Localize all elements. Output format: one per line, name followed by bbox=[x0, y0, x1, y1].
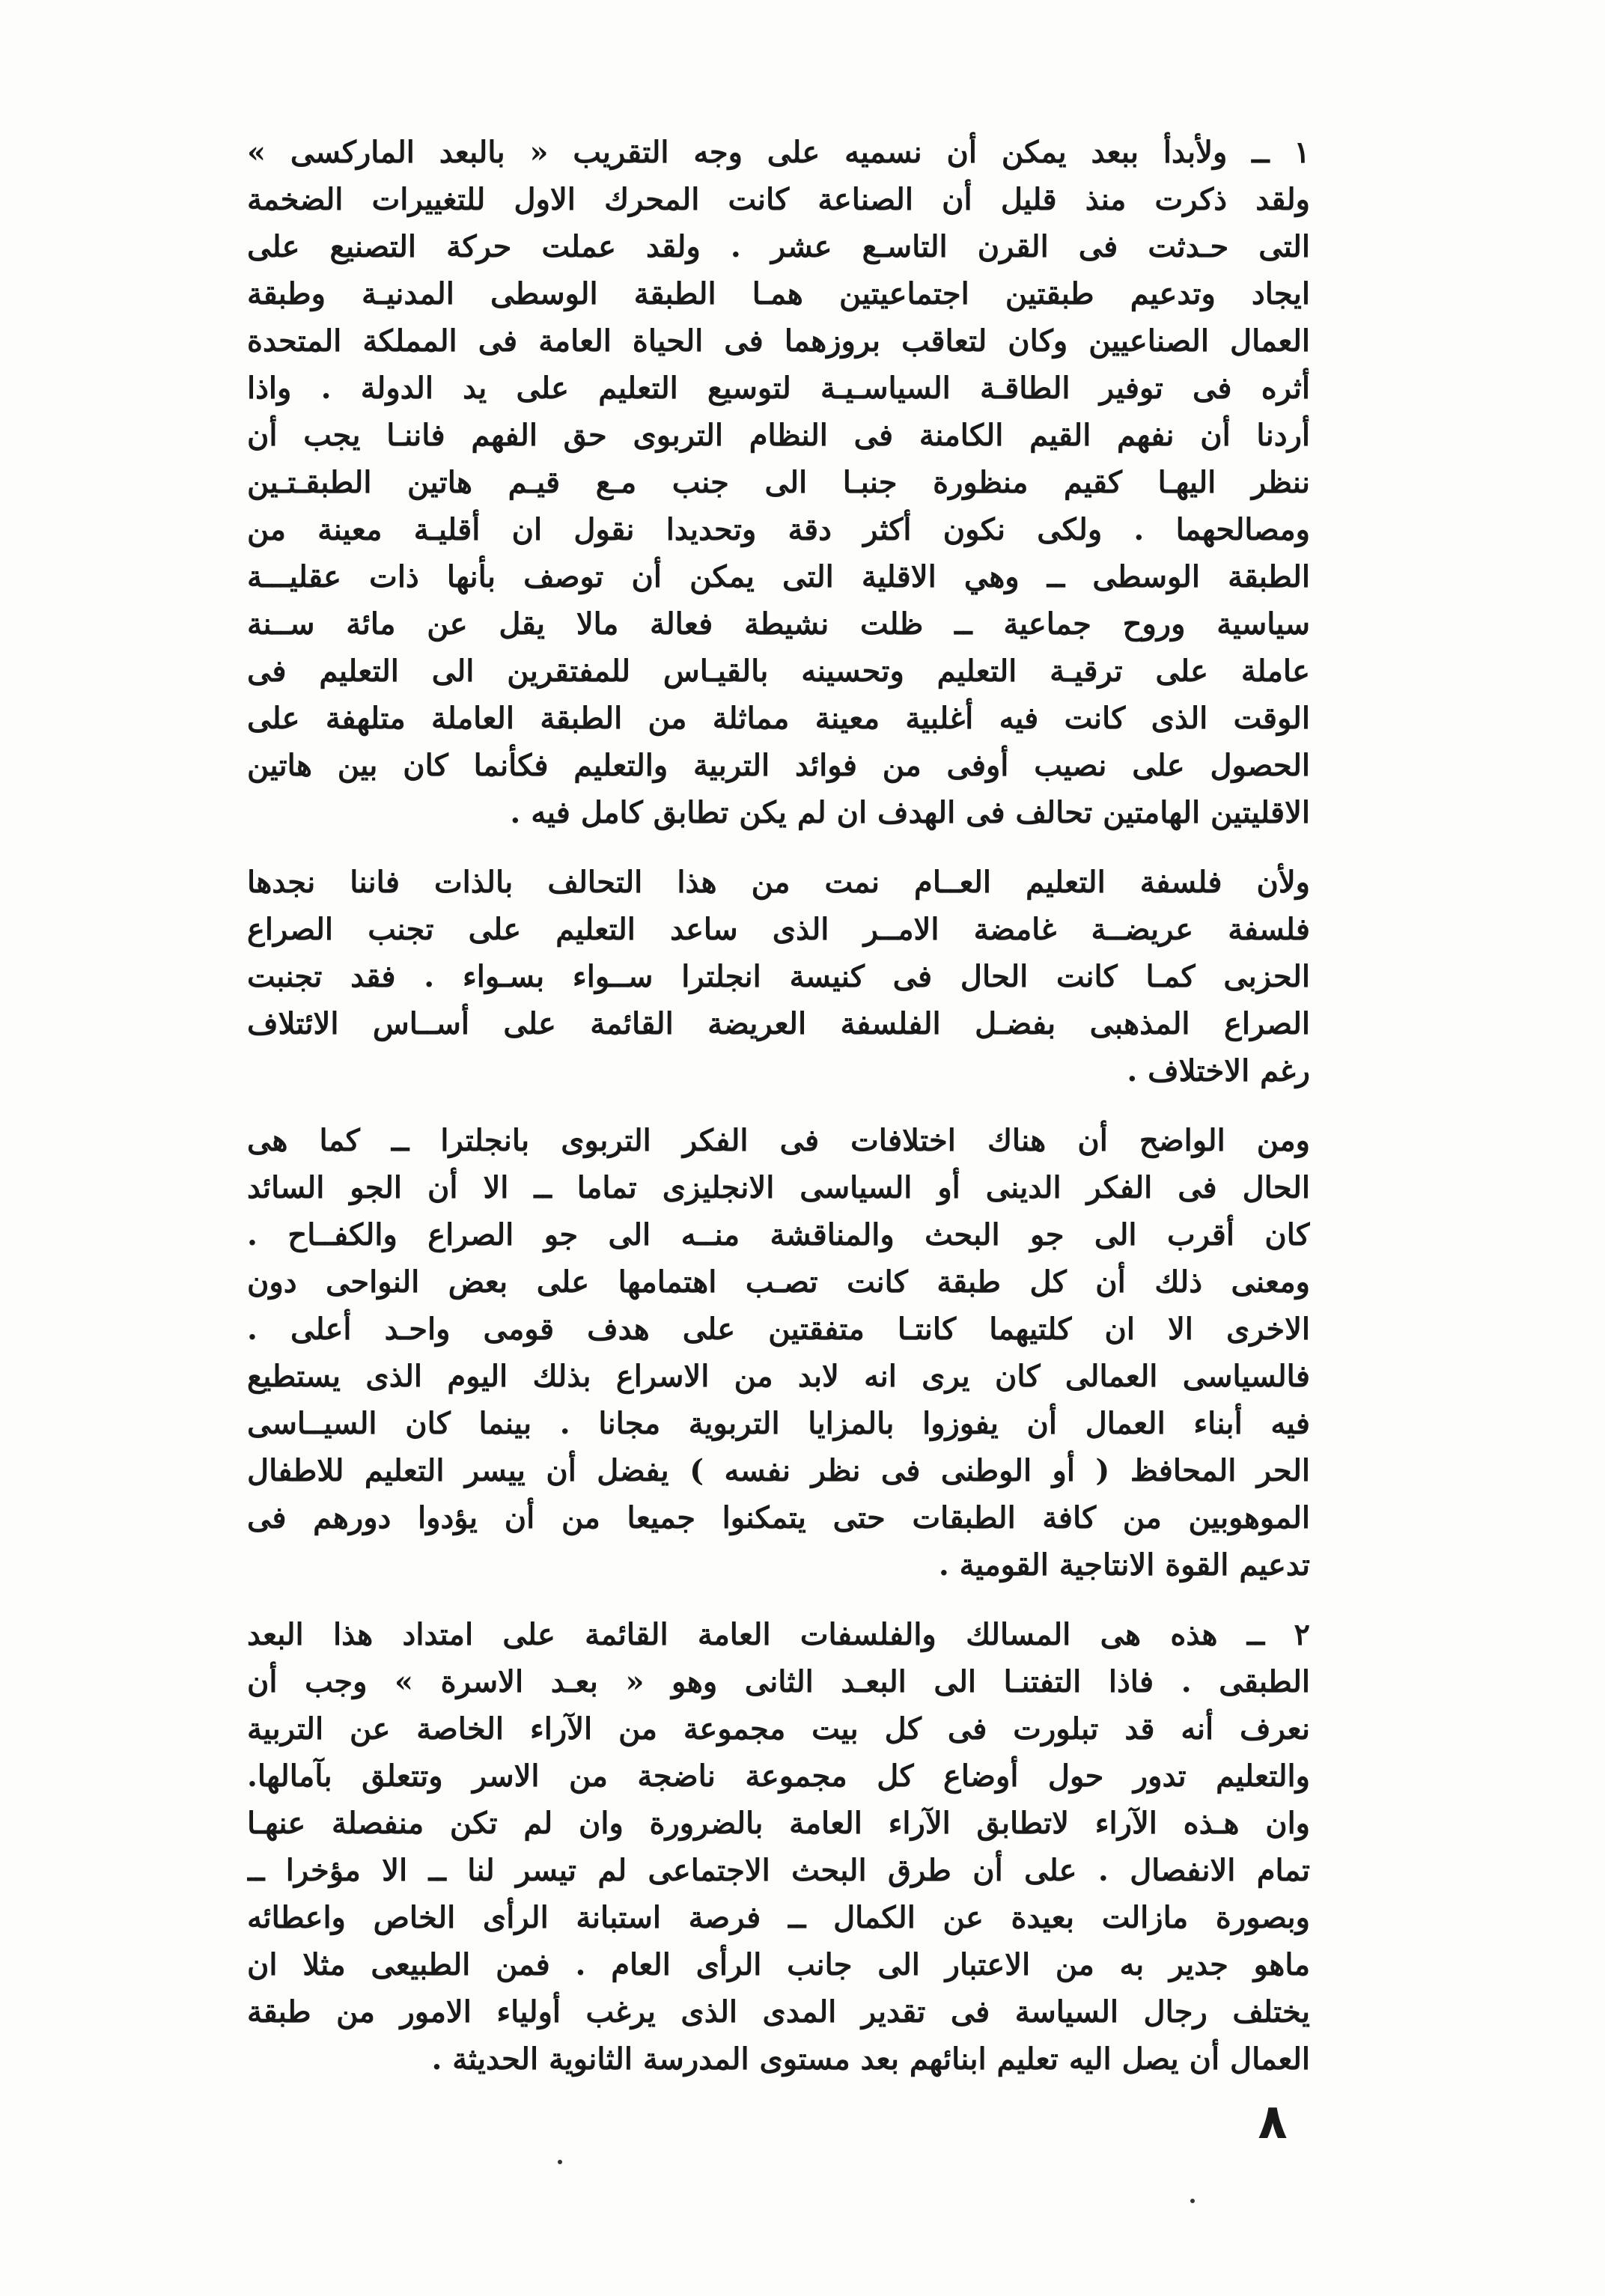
text-line: رغم الاختلاف . bbox=[1127, 1053, 1310, 1088]
paragraph-2 bbox=[247, 859, 1310, 1094]
text-line: الاخرى الا ان كلتيهما كانتـا متفقتين على هدف قومى واحـد أعلى . bbox=[247, 1312, 1310, 1347]
text-line: الحر المحافظ ( أو الوطنى فى نظر نفسه ) يفضل أن ييسر التعليم للاطفال bbox=[247, 1453, 1310, 1488]
text-line: ومصالحهما . ولكى نكون أكثر دقة وتحديدا نقول ان أقليـة معينة من bbox=[247, 512, 1310, 547]
text-line: ماهو جدير به من الاعتبار الى جانب الرأى العام . فمن الطبيعى مثلا ان bbox=[247, 1947, 1310, 1982]
text-line: فلسفة عريضــة غامضة الامــر الذى ساعد التعليم على تجنب الصراع bbox=[247, 912, 1310, 947]
body-text bbox=[247, 129, 1310, 2083]
page-number: ٨ bbox=[1258, 2095, 1288, 2150]
text-line: الطبقى . فاذا التفتنـا الى البعـد الثانى وهو « بعـد الاسرة » وجب أن bbox=[247, 1664, 1310, 1699]
text-line: يختلف رجال السياسة فى تقدير المدى الذى يرغب أولياء الامور من طبقة bbox=[247, 1994, 1310, 2029]
text-line: الحال فى الفكر الدينى أو السياسى الانجليزى تماما ــ الا أن الجو السائد bbox=[247, 1170, 1310, 1205]
text-line: كان أقرب الى جو البحث والمناقشة منــه الى جو الصراع والكفــاح . bbox=[247, 1217, 1310, 1252]
text-line: الموهوبين من كافة الطبقات حتى يتمكنوا جميعا من أن يؤدوا دورهم فى bbox=[247, 1500, 1310, 1535]
text-line: سياسية وروح جماعية ــ ظلت نشيطة فعالة مالا يقل عن مائة ســنة bbox=[247, 606, 1310, 642]
text-line: ٢ ــ هذه هى المسالك والفلسفات العامة القائمة على امتداد هذا البعد bbox=[247, 1617, 1310, 1652]
paragraph-3 bbox=[247, 1117, 1310, 1589]
text-line: الطبقة الوسطى ــ وهي الاقلية التى يمكن أن توصف بأنها ذات عقليـــة bbox=[247, 559, 1310, 594]
paragraph-4 bbox=[247, 1611, 1310, 2083]
text-line: نعرف أنه قد تبلورت فى كل بيت مجموعة من الآراء الخاصة عن التربية bbox=[247, 1711, 1310, 1747]
text-line: ومن الواضح أن هناك اختلافات فى الفكر التربوى بانجلترا ــ كما هى bbox=[247, 1123, 1310, 1158]
text-line: وبصورة مازالت بعيدة عن الكمال ــ فرصة استبانة الرأى الخاص واعطائه bbox=[247, 1900, 1310, 1935]
text-line: العمال الصناعيين وكان لتعاقب بروزهما فى الحياة العامة فى المملكة المتحدة bbox=[247, 323, 1310, 359]
text-line: الحزبى كمـا كانت الحال فى كنيسة انجلترا ســواء بسـواء . فقد تجنبت bbox=[247, 959, 1310, 994]
paragraph-1 bbox=[247, 129, 1310, 836]
text-line: فالسياسى العمالى كان يرى انه لابد من الاسراع بذلك اليوم الذى يستطيع bbox=[247, 1359, 1310, 1394]
text-line: الاقليتين الهامتين تحالف فى الهدف ان لم يكن تطابق كامل فيه . bbox=[510, 795, 1310, 830]
text-line: فيه أبناء العمال أن يفوزوا بالمزايا التربوية مجانا . بينما كان السيــاسى bbox=[247, 1406, 1310, 1441]
text-line: عاملة على ترقيـة التعليم وتحسينه بالقيـاس للمفتقرين الى التعليم فى bbox=[247, 654, 1310, 689]
text-line: والتعليم تدور حول أوضاع كل مجموعة ناضجة من الاسر وتتعلق بآمالها. bbox=[247, 1758, 1310, 1794]
text-line: الحصول على نصيب أوفى من فوائد التربية والتعليم فكأنما كان بين هاتين bbox=[247, 748, 1310, 783]
text-line: وان هـذه الآراء لاتطابق الآراء العامة بالضرورة وان لم تكن منفصلة عنهـا bbox=[247, 1806, 1310, 1841]
text-line: ولأن فلسفة التعليم العــام نمت من هذا التحالف بالذات فاننا نجدها bbox=[247, 865, 1310, 900]
text-line: ١ ــ ولأبدأ ببعد يمكن أن نسميه على وجه التقريب « بالبعد الماركسى » bbox=[247, 135, 1310, 170]
text-line: تمام الانفصال . على أن طرق البحث الاجتماعى لم تيسر لنا ــ الا مؤخرا ــ bbox=[247, 1853, 1310, 1888]
text-line: أردنا أن نفهم القيم الكامنة فى النظام التربوى حق الفهم فاننـا يجب أن bbox=[247, 418, 1310, 453]
text-line: الصراع المذهبى بفضـل الفلسفة العريضة القائمة على أســاس الائتلاف bbox=[247, 1006, 1310, 1041]
scan-speck bbox=[558, 2160, 562, 2164]
text-line: تدعيم القوة الانتاجية القومية . bbox=[938, 1547, 1310, 1583]
text-line: ومعنى ذلك أن كل طبقة كانت تصـب اهتمامها على بعض النواحى دون bbox=[247, 1264, 1310, 1300]
text-line: ايجاد وتدعيم طبقتين اجتماعيتين همـا الطبقة الوسطى المدنيـة وطبقة bbox=[247, 276, 1310, 311]
text-line: الوقت الذى كانت فيه أغلبية معينة مماثلة من الطبقة العاملة متلهفة على bbox=[247, 701, 1310, 736]
scan-speck bbox=[1190, 2199, 1195, 2203]
text-line: ننظر اليهـا كقيم منظورة جنبـا الى جنب مـع قيـم هاتين الطبقـتـين bbox=[247, 465, 1310, 500]
text-line: العمال أن يصل اليه تعليم ابنائهم بعد مستوى المدرسة الثانوية الحديثة . bbox=[431, 2041, 1310, 2077]
text-line: التى حـدثت فى القرن التاسـع عشر . ولقد عملت حركة التصنيع على bbox=[247, 229, 1310, 264]
text-line: أثره فى توفير الطاقـة السياسـيـة لتوسيع التعليم على يد الدولة . واذا bbox=[247, 371, 1310, 406]
text-line: ولقد ذكرت منذ قليل أن الصناعة كانت المحرك الاول للتغييرات الضخمة bbox=[247, 182, 1310, 217]
